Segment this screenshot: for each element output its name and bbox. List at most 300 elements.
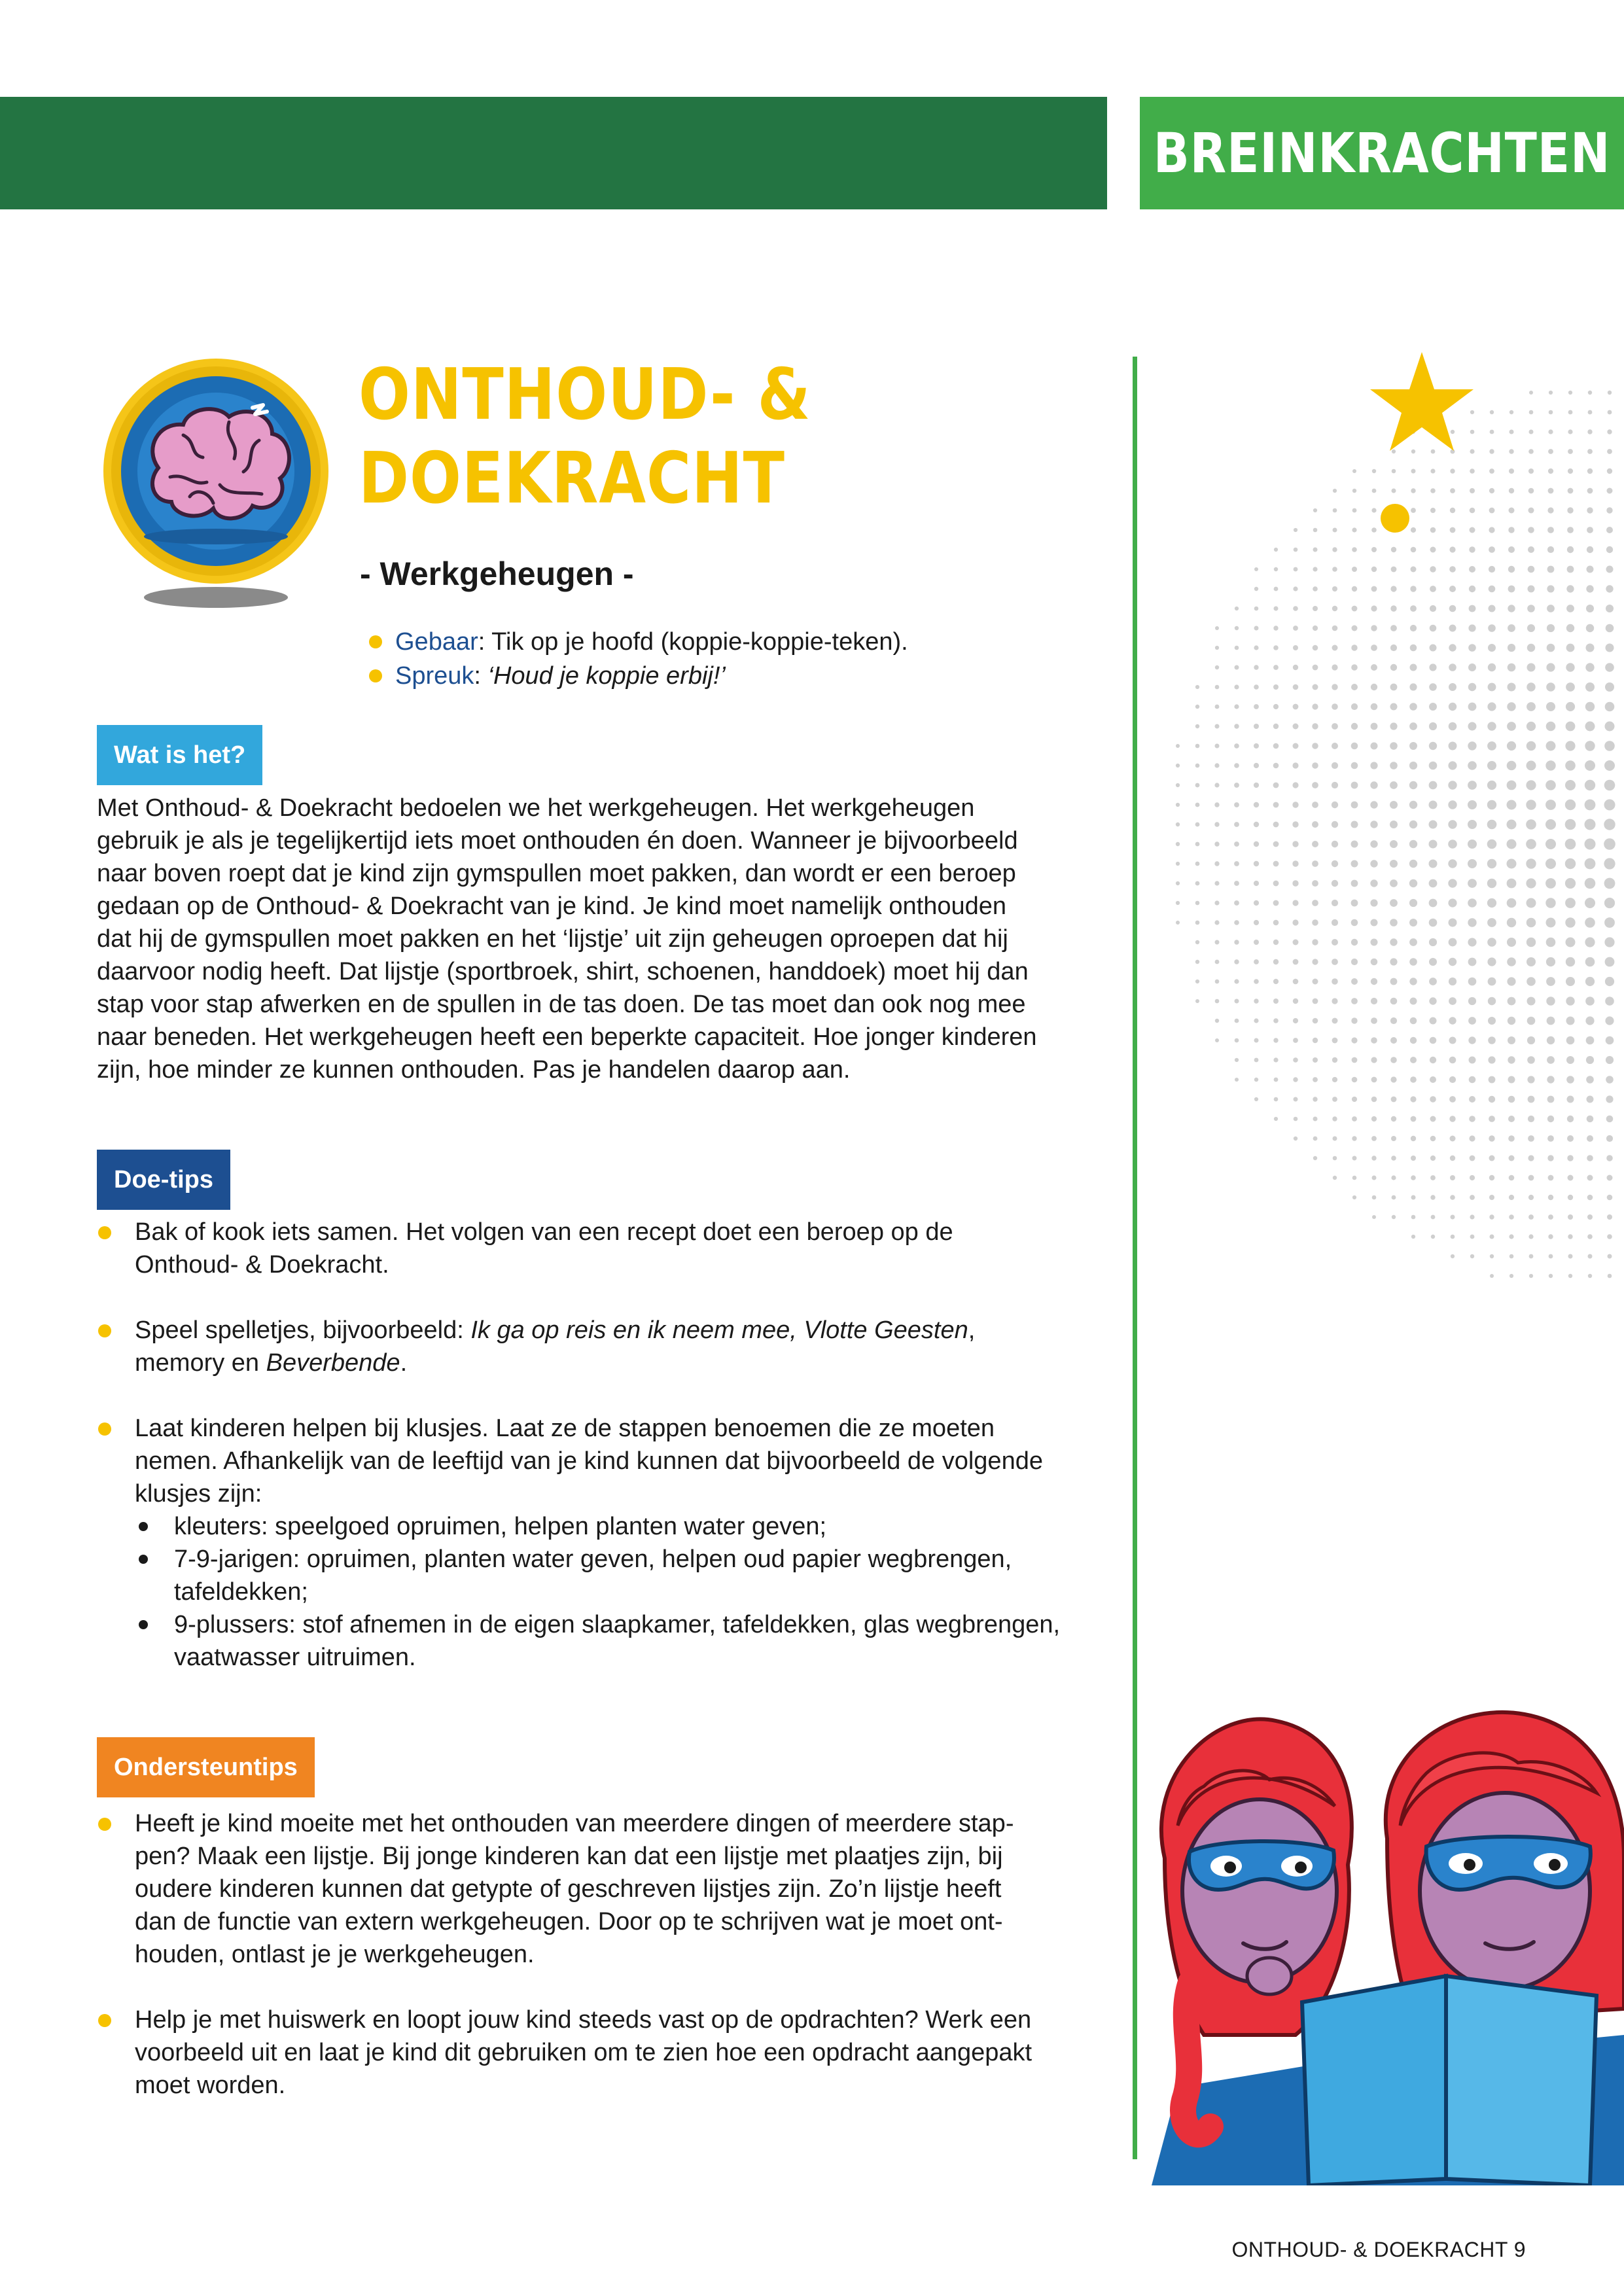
halftone-dot <box>1587 1195 1593 1201</box>
tip-text: . <box>400 1349 408 1377</box>
halftone-dot <box>1390 978 1398 985</box>
halftone-dot <box>1352 1156 1357 1161</box>
halftone-dot <box>1332 1038 1338 1044</box>
halftone-dot <box>1293 998 1298 1004</box>
halftone-dot <box>1470 1214 1474 1219</box>
halftone-dot <box>1273 1018 1279 1023</box>
halftone-dot <box>1332 645 1338 651</box>
halftone-dot <box>1546 722 1556 732</box>
halftone-dot <box>1293 586 1297 591</box>
halftone-dot <box>1234 802 1239 807</box>
halftone-dot <box>1568 391 1572 395</box>
halftone-dot <box>1587 566 1594 573</box>
halftone-dot <box>1509 430 1514 434</box>
halftone-dot <box>1606 1036 1614 1045</box>
halftone-dot <box>1566 682 1575 692</box>
halftone-dot <box>1390 703 1398 711</box>
halftone-dot <box>1508 997 1516 1006</box>
halftone-dot <box>1351 919 1358 927</box>
halftone-dot <box>1410 1096 1416 1102</box>
halftone-dot <box>1526 819 1536 830</box>
halftone-dot <box>1195 901 1200 906</box>
slogan-row <box>353 659 908 693</box>
halftone-dot <box>1293 704 1299 710</box>
halftone-dot <box>1489 1195 1494 1200</box>
halftone-dot <box>1390 938 1397 945</box>
halftone-dot <box>1566 585 1574 592</box>
halftone-dot <box>1214 900 1219 905</box>
halftone-dot <box>1273 684 1279 690</box>
halftone-dot <box>1430 1195 1435 1199</box>
halftone-dot <box>1429 899 1438 908</box>
halftone-dot <box>1215 744 1220 749</box>
halftone-dot <box>1391 1175 1396 1180</box>
halftone-dot <box>1566 644 1575 652</box>
halftone-dot <box>1392 1195 1396 1200</box>
halftone-dot <box>1449 546 1455 552</box>
halftone-dot <box>1606 1135 1613 1142</box>
halftone-dot <box>1332 978 1338 985</box>
halftone-dot <box>1488 997 1496 1005</box>
halftone-dot <box>1371 625 1377 631</box>
halftone-dot <box>1585 878 1596 889</box>
halftone-dot <box>1468 683 1476 691</box>
halftone-dot <box>1565 839 1576 850</box>
halftone-dot <box>1371 586 1377 592</box>
halftone-dot <box>1545 800 1556 810</box>
gesture-key: Gebaar <box>395 628 478 656</box>
halftone-dot <box>1565 917 1575 927</box>
halftone-dot <box>1372 1176 1377 1180</box>
halftone-dot <box>1371 1057 1377 1063</box>
halftone-dot <box>1352 626 1358 631</box>
halftone-dot <box>1332 1077 1337 1082</box>
halftone-dot <box>1430 1037 1437 1044</box>
halftone-dot <box>1527 1036 1535 1044</box>
support-line: pen? Maak een lijstje. Bij jonge kinderen kan dat een lijstje met plaatjes zijn, bij <box>135 1843 1003 1870</box>
halftone-dot <box>1332 821 1338 828</box>
halftone-dot <box>1528 1096 1535 1103</box>
halftone-dot <box>1292 841 1298 847</box>
halftone-dot <box>1235 999 1239 1004</box>
intro-line: naar beneden. Het werkgeheugen heeft een beperkte capaciteit. Hoe jonger kinderen <box>97 1023 1037 1051</box>
halftone-dot <box>1449 1037 1456 1044</box>
tip-line: Laat kinderen helpen bij klusjes. Laat ze de stappen benoemen die ze moeten <box>135 1415 995 1442</box>
halftone-dot <box>1586 605 1594 612</box>
halftone-dot <box>1351 959 1358 965</box>
halftone-dot <box>1195 921 1200 925</box>
halftone-dot <box>1449 586 1456 592</box>
halftone-dot <box>1294 1117 1298 1122</box>
halftone-dot <box>1292 860 1298 866</box>
halftone-dot <box>1351 998 1358 1004</box>
vertical-divider <box>1133 357 1137 2159</box>
halftone-dot <box>1489 1214 1494 1219</box>
halftone-dot <box>1273 724 1279 729</box>
halftone-dot <box>1371 723 1378 730</box>
halftone-dot <box>1332 703 1338 710</box>
halftone-dot <box>1273 900 1279 906</box>
halftone-dot <box>1371 508 1376 512</box>
halftone-dot <box>1254 743 1259 749</box>
halftone-dot <box>1274 1078 1279 1082</box>
halftone-dot <box>1294 528 1297 532</box>
halftone-dot <box>1468 644 1476 652</box>
halftone-dot <box>1450 527 1456 533</box>
halftone-dot <box>1215 665 1219 669</box>
halftone-dot <box>1333 1137 1337 1141</box>
halftone-dot <box>1546 741 1556 751</box>
halftone-dot <box>1195 803 1200 807</box>
halftone-dot <box>1487 957 1496 966</box>
halftone-dot <box>1370 781 1377 788</box>
halftone-dot <box>1254 920 1259 925</box>
halftone-dot <box>1293 959 1299 965</box>
halftone-dot <box>1508 1056 1515 1063</box>
halftone-dot <box>1468 997 1476 1005</box>
halftone-dot <box>1449 663 1456 671</box>
halftone-dot <box>1546 702 1555 711</box>
halftone-dot <box>1254 802 1259 807</box>
halftone-dot <box>1507 898 1517 908</box>
halftone-dot <box>1409 683 1417 690</box>
halftone-dot <box>1411 547 1417 553</box>
halftone-dot <box>1371 959 1378 966</box>
intro-line: daarvoor nodig heeft. Dat lijstje (sportbroek, shirt, schoenen, handdoek) moet hij dan <box>97 958 1029 985</box>
halftone-dot <box>1254 822 1259 827</box>
bullet-dot <box>98 1324 111 1337</box>
yellow-dot <box>1381 504 1409 533</box>
halftone-dot <box>1507 722 1516 731</box>
halftone-dot <box>1526 858 1536 868</box>
halftone-dot <box>1254 861 1259 866</box>
chores-line: tafeldekken; <box>174 1578 308 1606</box>
halftone-dot <box>1566 957 1575 966</box>
halftone-dot <box>1546 918 1556 928</box>
halftone-dot <box>1529 430 1534 434</box>
intro-line: Met Onthoud- & Doekracht bedoelen we het werkgeheugen. Het werkgeheugen <box>97 794 975 822</box>
halftone-dot <box>1586 624 1594 632</box>
halftone-dot <box>1333 528 1337 533</box>
halftone-dot <box>1509 508 1515 514</box>
halftone-dot <box>1371 919 1378 927</box>
halftone-dot <box>1449 1076 1456 1083</box>
halftone-dot <box>1449 1057 1456 1064</box>
halftone-dot <box>1547 1056 1555 1064</box>
halftone-dot <box>1214 861 1219 866</box>
halftone-dot <box>1488 1056 1495 1063</box>
header-bar-category <box>1140 97 1624 209</box>
halftone-dot <box>1312 939 1318 945</box>
halftone-dot <box>1273 998 1279 1004</box>
halftone-dot <box>1293 979 1299 985</box>
halftone-dot <box>1604 800 1615 811</box>
halftone-dot <box>1214 920 1219 925</box>
halftone-dot <box>1351 978 1358 985</box>
tip-line: Bak of kook iets samen. Het volgen van een recept doet een beroep op de <box>135 1218 953 1246</box>
halftone-dot <box>1215 940 1220 945</box>
halftone-dot <box>1605 997 1614 1006</box>
halftone-dot <box>1507 781 1517 790</box>
halftone-dot <box>1448 820 1456 828</box>
halftone-dot <box>1528 566 1535 573</box>
page-subtitle: - Werkgeheugen - <box>360 556 634 592</box>
halftone-dot <box>1449 566 1456 573</box>
halftone-dot <box>1487 781 1496 790</box>
halftone-dot <box>1607 1214 1612 1220</box>
halftone-dot <box>1410 625 1417 631</box>
halftone-dot <box>1390 958 1397 965</box>
halftone-dot <box>1352 567 1357 572</box>
halftone-dot <box>1528 1155 1534 1161</box>
halftone-dot <box>1215 685 1220 690</box>
halftone-dot <box>1508 1017 1515 1025</box>
halftone-dot <box>1333 1176 1337 1180</box>
halftone-dot <box>1604 858 1615 869</box>
halftone-dot <box>1274 548 1278 552</box>
halftone-dot <box>1409 762 1417 769</box>
halftone-dot <box>1351 900 1358 907</box>
halftone-dot <box>1352 1195 1356 1199</box>
halftone-dot <box>1566 997 1574 1005</box>
halftone-dot <box>1587 507 1593 513</box>
halftone-dot <box>1470 1175 1475 1180</box>
intro-line: gedaan op de Onthoud- & Doekracht van je kind. Je kind moet namelijk onthouden <box>97 892 1007 920</box>
halftone-dot <box>1371 567 1377 572</box>
halftone-dot <box>1606 566 1614 573</box>
page-title <box>359 353 1111 521</box>
halftone-dot <box>1234 704 1239 709</box>
halftone-dot <box>1352 1057 1358 1063</box>
halftone-dot <box>1508 586 1515 593</box>
halftone-dot <box>1234 861 1239 866</box>
halftone-dot <box>1274 607 1279 611</box>
halftone-dot <box>1352 1176 1357 1180</box>
halftone-dot <box>1273 783 1279 788</box>
halftone-dot <box>1430 508 1436 513</box>
halftone-dot <box>1509 1234 1513 1239</box>
halftone-dot <box>1390 801 1398 809</box>
halftone-dot <box>1409 919 1417 927</box>
tip-game-name: Beverbende <box>266 1349 400 1377</box>
halftone-dot <box>1566 702 1575 711</box>
halftone-dot <box>1606 1056 1614 1064</box>
halftone-dot <box>1234 684 1239 689</box>
halftone-dot <box>1606 624 1614 633</box>
halftone-dot <box>1214 822 1219 826</box>
halftone-dot <box>1490 1235 1494 1239</box>
halftone-dot <box>1565 858 1576 869</box>
halftone-dot <box>1351 939 1358 945</box>
halftone-dot <box>1411 488 1415 493</box>
halftone-dot <box>1235 646 1239 650</box>
halftone-dot <box>1409 938 1417 946</box>
halftone-dot <box>1606 1155 1613 1161</box>
halftone-dot <box>1332 664 1337 670</box>
halftone-dot <box>1487 820 1497 830</box>
halftone-dot <box>1429 781 1438 790</box>
halftone-dot <box>1527 663 1536 672</box>
halftone-dot <box>1390 1037 1397 1044</box>
halftone-dot <box>1547 546 1554 553</box>
halftone-dot <box>1508 624 1515 632</box>
halftone-dot <box>1488 683 1496 692</box>
halftone-dot <box>1390 605 1396 611</box>
halftone-dot <box>1430 468 1435 473</box>
halftone-dot <box>1372 1195 1377 1200</box>
halftone-dot <box>1528 1195 1534 1200</box>
halftone-dot <box>1332 939 1338 945</box>
halftone-dot <box>1526 839 1536 849</box>
halftone-dot <box>1528 527 1534 533</box>
halftone-dot <box>1585 937 1595 947</box>
halftone-dot <box>1409 978 1417 985</box>
halftone-dot <box>1585 977 1595 986</box>
halftone-dot <box>1549 1274 1553 1278</box>
support-line: Heeft je kind moeite met het onthouden van meerdere dingen of meerdere stap- <box>135 1810 1014 1837</box>
halftone-dot <box>1488 663 1496 671</box>
halftone-dot <box>1449 742 1457 751</box>
halftone-dot <box>1292 762 1298 768</box>
halftone-dot <box>1411 1116 1417 1122</box>
halftone-dot <box>1587 429 1592 434</box>
halftone-dot <box>1585 898 1595 908</box>
halftone-dot <box>1234 979 1239 983</box>
halftone-dot <box>1527 997 1536 1006</box>
halftone-dot <box>1235 607 1239 610</box>
halftone-dot <box>1429 663 1436 671</box>
halftone-dot <box>1585 663 1594 671</box>
halftone-dot <box>1509 1175 1515 1181</box>
halftone-dot <box>1293 684 1299 690</box>
halftone-dot <box>1234 920 1239 925</box>
halftone-dot <box>1449 644 1456 651</box>
halftone-dot <box>1508 527 1514 533</box>
brain-badge-icon <box>98 357 334 618</box>
halftone-dot <box>1352 1136 1356 1140</box>
halftone-dot <box>1488 1036 1496 1044</box>
halftone-dot <box>1547 644 1555 652</box>
bullet-dot <box>98 1226 111 1239</box>
halftone-dot <box>1333 489 1337 493</box>
halftone-dot <box>1254 684 1259 690</box>
halftone-dot <box>1545 819 1556 830</box>
halftone-dot <box>1176 744 1180 748</box>
halftone-dot <box>1313 606 1318 611</box>
halftone-dot <box>1586 585 1593 592</box>
slogan-key: Spreuk <box>395 662 474 690</box>
title-line-1: ONTHOUD- & <box>359 354 811 436</box>
halftone-dot <box>1509 1156 1515 1161</box>
halftone-dot <box>1587 1175 1593 1181</box>
halftone-dot <box>1235 1038 1239 1043</box>
halftone-dot <box>1526 878 1536 888</box>
halftone-dot <box>1312 880 1318 887</box>
bullet-dot <box>98 1818 111 1831</box>
halftone-dot <box>1390 781 1398 789</box>
halftone-dot <box>1607 1234 1612 1239</box>
halftone-dot <box>1565 800 1576 810</box>
halftone-dot <box>1254 1097 1258 1101</box>
halftone-dot <box>1605 722 1615 732</box>
halftone-dot <box>1293 626 1298 631</box>
halftone-dot <box>1469 1135 1475 1141</box>
list-item-support-1 <box>97 1807 1118 1971</box>
halftone-dot <box>1568 410 1573 415</box>
star-icon <box>1370 352 1474 451</box>
support-line: houden, ontlast je je werkgeheugen. <box>135 1941 535 1968</box>
halftone-dot <box>1292 880 1298 886</box>
halftone-dot <box>1410 1076 1417 1083</box>
tip-line: nemen. Afhankelijk van de leeftijd van je kind kunnen dat bijvoorbeeld de volgende <box>135 1447 1043 1475</box>
halftone-dot <box>1587 1234 1593 1239</box>
halftone-dot <box>1254 979 1259 984</box>
halftone-dot <box>1588 391 1592 395</box>
halftone-dot <box>1450 1175 1455 1180</box>
halftone-dot <box>1568 468 1573 474</box>
halftone-dot <box>1371 1017 1377 1024</box>
halftone-dot <box>1370 899 1377 906</box>
dot-pattern-decoration <box>1165 340 1624 1296</box>
halftone-dot <box>1195 960 1199 964</box>
halftone-dot <box>1254 900 1259 906</box>
halftone-dot <box>1549 391 1553 395</box>
halftone-dot <box>1568 1175 1574 1181</box>
halftone-dot <box>1352 547 1357 552</box>
chores-line: vaatwasser uitruimen. <box>174 1644 416 1671</box>
halftone-dot <box>1587 1214 1593 1220</box>
halftone-dot <box>1234 743 1239 749</box>
halftone-dot <box>1587 468 1593 474</box>
halftone-dot <box>1548 1214 1553 1220</box>
halftone-dot <box>1431 1235 1435 1239</box>
halftone-dot <box>1545 780 1556 790</box>
halftone-dot <box>1487 859 1496 868</box>
halftone-dot <box>1568 429 1572 434</box>
chores-item <box>135 1510 1118 1543</box>
halftone-dot <box>1468 820 1477 829</box>
halftone-dot <box>1567 546 1574 553</box>
halftone-dot <box>1451 1215 1455 1220</box>
halftone-dot <box>1390 879 1398 887</box>
halftone-dot <box>1585 997 1595 1006</box>
halftone-dot <box>1604 760 1615 771</box>
halftone-dot <box>1605 663 1614 672</box>
halftone-dot <box>1429 703 1437 711</box>
halftone-dot <box>1332 586 1337 592</box>
halftone-dot <box>1587 1096 1594 1103</box>
chores-item <box>135 1608 1118 1674</box>
halftone-dot <box>1352 586 1357 592</box>
halftone-dot <box>1234 900 1239 906</box>
support-line: oudere kinderen kunnen dat getypte of geschreven lijstjes zijn. Zo’n lijstje heeft <box>135 1875 1002 1903</box>
halftone-dot <box>1565 878 1576 889</box>
halftone-dot <box>1411 1195 1416 1200</box>
halftone-dot <box>1430 488 1436 493</box>
halftone-dot <box>1332 841 1338 847</box>
halftone-dot <box>1546 682 1555 692</box>
halftone-dot <box>1604 878 1615 889</box>
halftone-dot <box>1254 763 1259 768</box>
halftone-dot <box>1332 959 1338 965</box>
halftone-dot <box>1606 644 1614 652</box>
halftone-dot <box>1215 724 1220 729</box>
halftone-dot <box>1448 800 1456 809</box>
halftone-dot <box>1391 1156 1396 1161</box>
halftone-dot <box>1371 1136 1377 1141</box>
halftone-dot <box>1470 488 1475 493</box>
halftone-dot <box>1410 645 1417 652</box>
